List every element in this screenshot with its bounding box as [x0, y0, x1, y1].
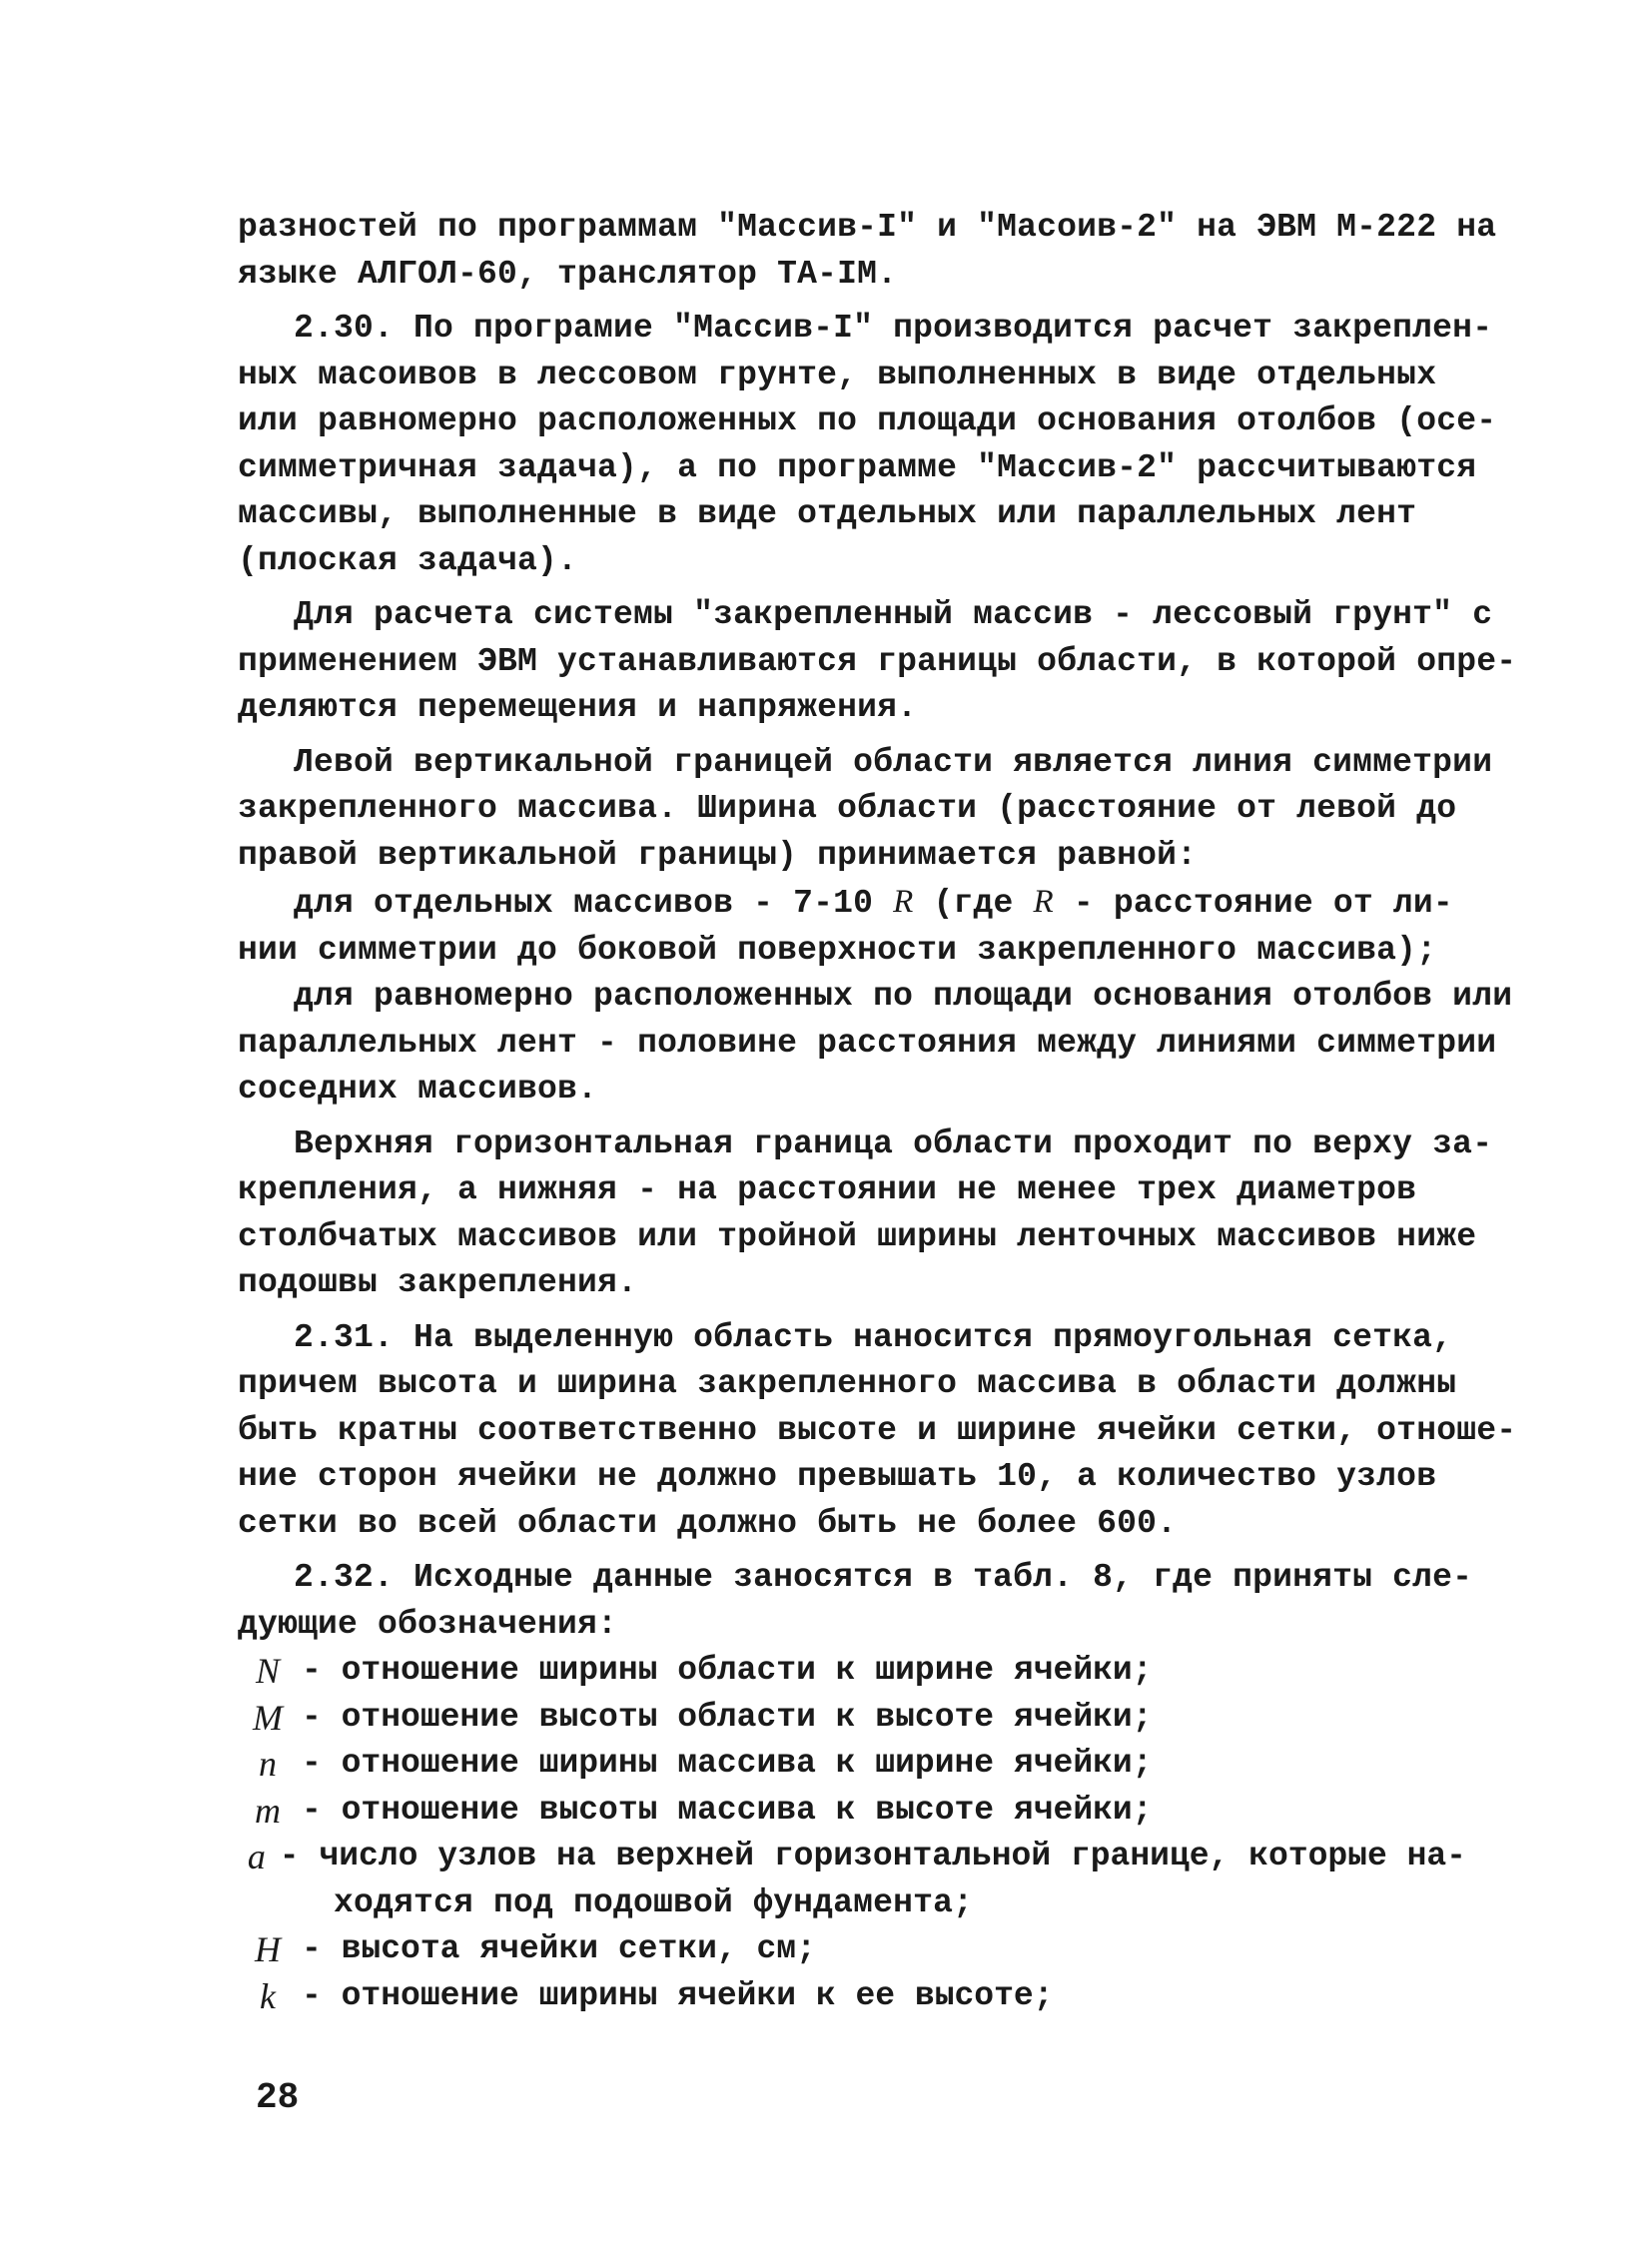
text-line: соседних массивов. [238, 1071, 598, 1108]
legend-item [238, 1648, 1466, 1695]
legend-item [238, 1973, 1466, 2020]
legend-item [238, 1741, 1466, 1788]
legend-description: - отношение высоты области к высоте ячейки; [302, 1698, 1153, 1736]
text-line: сетки во всей области должно быть не более 600. [238, 1504, 1178, 1542]
text-line: ние сторон ячейки не должно превышать 10, а количество узлов [238, 1458, 1437, 1495]
text-line: симметричная задача), а по программе "Массив-2" рассчитываются [238, 448, 1477, 486]
text-line: (плоская задача). [238, 541, 578, 579]
legend-continuation: ходятся под подошвой фундамента; [334, 1883, 974, 1921]
formula-post: - расстояние от ли- [1053, 885, 1453, 922]
formula-line [238, 879, 1466, 928]
legend-item [238, 1695, 1466, 1742]
text-line: языке АЛГОЛ-60, транслятор ТА-IМ. [238, 255, 898, 293]
document-body [238, 205, 1517, 2019]
legend-description: - отношение высоты массива к высоте ячейки; [302, 1791, 1153, 1829]
paragraph-uniform-arrays [238, 974, 1513, 1114]
formula-variable-r: R [1033, 884, 1054, 920]
text-line: 2.30. По програмие "Массив-I" производится расчет закреплен- [294, 310, 1493, 347]
paragraph-boundaries [238, 592, 1517, 732]
text-line: столбчатых массивов или тройной ширины ленточных массивов ниже [238, 1217, 1477, 1255]
text-line: быть кратны соответственно высоте и ширине ячейки сетки, отноше- [238, 1411, 1517, 1449]
text-line: 2.32. Исходные данные заносятся в табл. 8, где приняты сле- [294, 1559, 1473, 1596]
paragraph-2-31 [238, 1315, 1517, 1548]
text-line: разностей по программам "Массив-I" и "Масоив-2" на ЭВМ М-222 на [238, 209, 1497, 246]
legend-item [238, 1926, 1466, 1973]
text-line: подошвы закрепления. [238, 1264, 638, 1301]
paragraph-intro-continued [238, 205, 1497, 298]
legend-symbol: k [260, 1975, 276, 2016]
paragraph-2-32 [238, 1555, 1473, 1648]
text-line: применением ЭВМ устанавливаются границы области, в которой опре- [238, 642, 1517, 680]
text-line: причем высота и ширина закрепленного массива в области должны [238, 1365, 1457, 1402]
text-line: закрепленного массива. Ширина области (расстояние от левой до [238, 790, 1457, 827]
text-line: параллельных лент - половине расстояния между линиями симметрии [238, 1024, 1497, 1062]
text-line: ных масоивов в лессовом грунте, выполненных в виде отдельных [238, 356, 1437, 393]
legend-item [238, 1788, 1466, 1835]
notation-legend [238, 1648, 1466, 2019]
formula-variable-r: R [893, 884, 914, 920]
paragraph-separate-arrays [238, 879, 1466, 974]
formula-pre: для отдельных массивов - 7-10 [294, 885, 874, 922]
legend-symbol: N [255, 1651, 280, 1691]
legend-symbol: n [259, 1744, 277, 1784]
text-line: или равномерно расположенных по площади основания отолбов (осе- [238, 402, 1497, 439]
paragraph-left-boundary [238, 740, 1493, 880]
legend-description: - отношение ширины области к ширине ячейки; [302, 1652, 1153, 1689]
text-line: крепления, а нижняя - на расстоянии не менее трех диаметров [238, 1171, 1417, 1208]
text-line: Левой вертикальной границей области является линия симметрии [294, 743, 1493, 781]
paragraph-2-30 [238, 306, 1497, 584]
text-line: нии симметрии до боковой поверхности закрепленного массива); [238, 931, 1437, 969]
text-line: массивы, выполненные в виде отдельных или параллельных лент [238, 495, 1417, 532]
formula-mid: (где [913, 885, 1034, 922]
text-line: деляются перемещения и напряжения. [238, 689, 918, 726]
legend-symbol: m [255, 1790, 281, 1831]
text-line: 2.31. На выделенную область наносится прямоугольная сетка, [294, 1318, 1453, 1356]
text-line: правой вертикальной границы) принимается равной: [238, 836, 1198, 874]
legend-description: - отношение ширины массива к ширине ячейки; [302, 1745, 1153, 1782]
legend-item [238, 1834, 1466, 1880]
legend-symbol: H [255, 1929, 281, 1969]
text-line: для равномерно расположенных по площади основания отолбов или [294, 978, 1513, 1015]
text-line: Для расчета системы "закрепленный массив - лессовый грунт" с [294, 596, 1493, 633]
paragraph-horizontal-boundary [238, 1121, 1493, 1307]
legend-symbol: M [253, 1697, 283, 1738]
legend-description: - число узлов на верхней горизонтальной границе, которые на- [279, 1838, 1466, 1874]
legend-description: - высота ячейки сетки, см; [302, 1930, 816, 1967]
text-line: дующие обозначения: [238, 1605, 618, 1643]
legend-description: - отношение ширины ячейки к ее высоте; [302, 1976, 1054, 2014]
legend-symbol: a [247, 1837, 266, 1876]
page-number: 28 [256, 2077, 300, 2118]
text-line: Верхняя горизонтальная граница области проходит по верху за- [294, 1124, 1493, 1162]
